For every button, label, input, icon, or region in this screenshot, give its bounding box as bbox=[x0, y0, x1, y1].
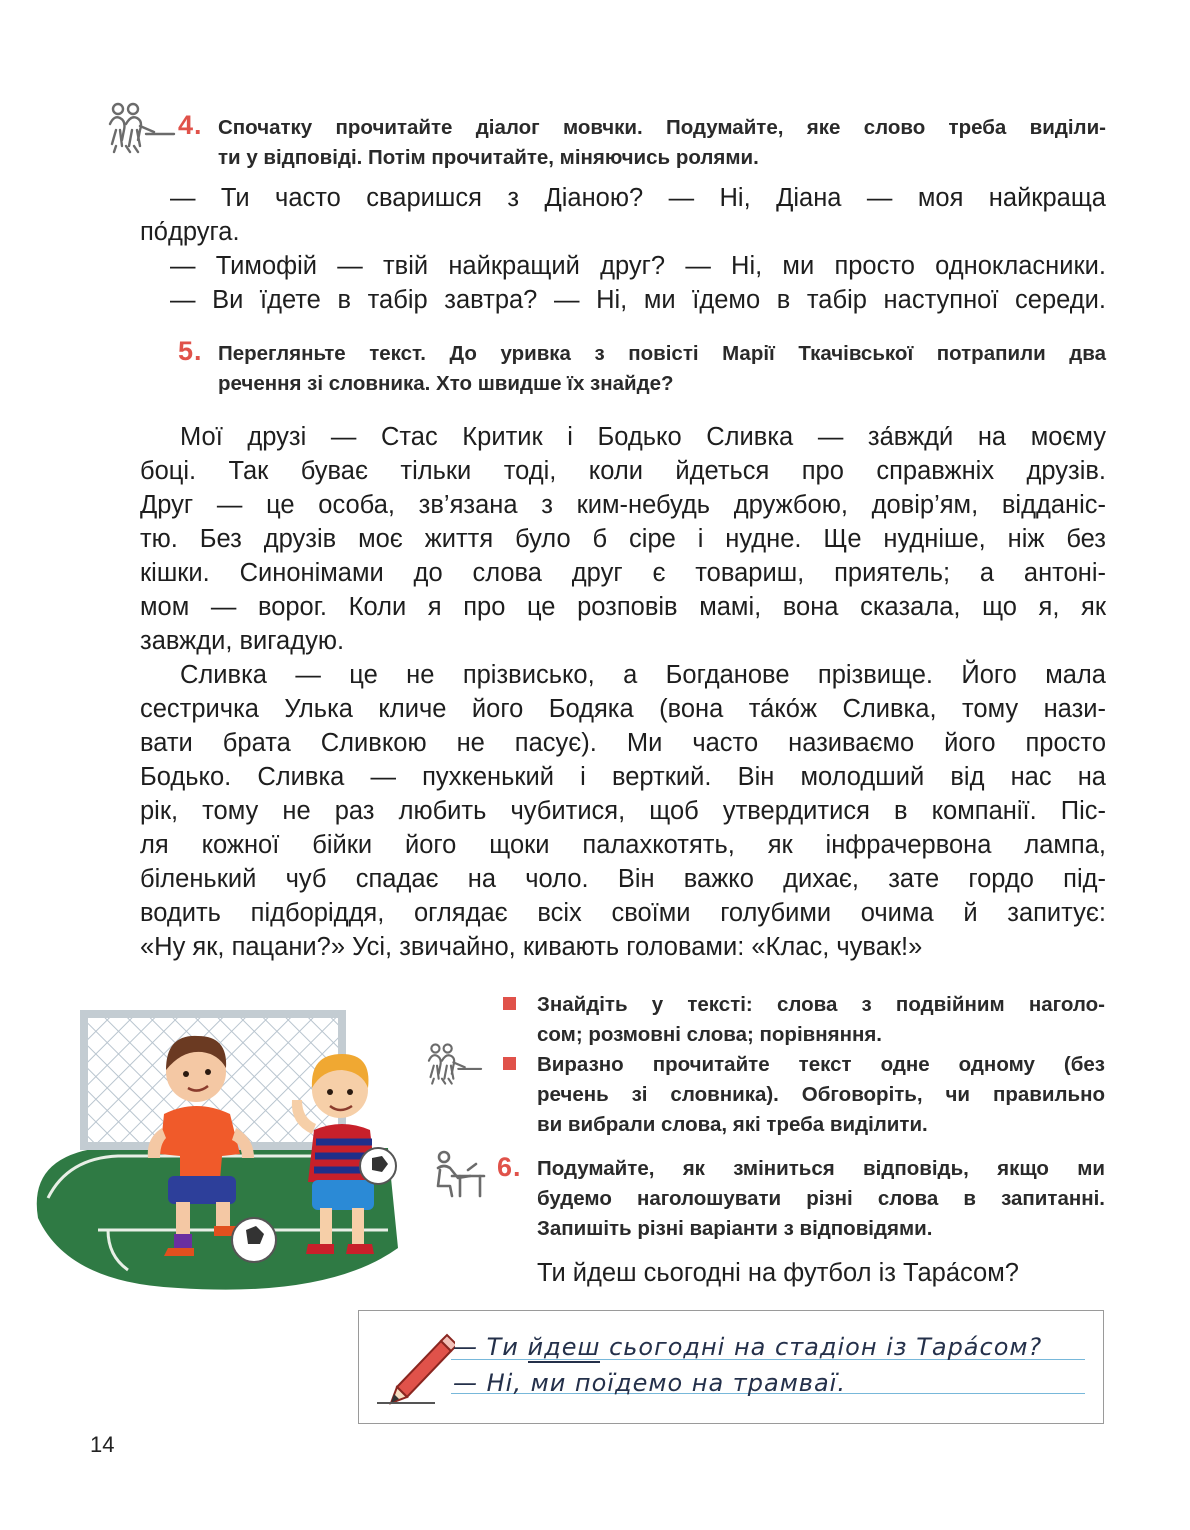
bullet-line: сом; розмовні слова; порівняння. bbox=[537, 1023, 883, 1046]
task-4-heading-line: Спочатку прочитайте діалог мовчки. Подумайте, яке слово треба виділи- bbox=[218, 116, 1106, 139]
task-5-bullet-1 bbox=[537, 990, 1105, 1050]
story-line: кішки. Синонімами до слова друг є товариш, приятель; а антоні- bbox=[140, 559, 1106, 587]
bullet-line: ви вибрали слова, які треба виділити. bbox=[537, 1113, 928, 1136]
task-5-number: 5. bbox=[178, 336, 203, 366]
story-line: тю. Без друзів моє життя було б сіре і нудне. Ще нудніше, ніж без bbox=[140, 525, 1106, 553]
football-boys-illustration bbox=[28, 1008, 420, 1298]
story-paragraph-2 bbox=[140, 658, 1106, 964]
task-4-heading bbox=[218, 113, 1106, 173]
dialogue bbox=[140, 181, 1106, 317]
pair-reading-icon bbox=[424, 1038, 486, 1090]
story-line: біленький чуб спадає на чоло. Він важко дихає, зате гордо під- bbox=[140, 865, 1106, 893]
task-4-heading-line: ти у відповіді. Потім прочитайте, міняючись ролями. bbox=[218, 146, 759, 169]
story-line: водить підборіддя, оглядає всіх своїми голубими очима й запитує: bbox=[140, 899, 1106, 927]
story-line: завжди, вигадую. bbox=[140, 627, 345, 655]
example-line-1-pre: — Ти bbox=[453, 1333, 528, 1361]
task-5-heading-line: речення зі словника. Хто швидше їх знайде? bbox=[218, 372, 674, 395]
bullet-marker bbox=[503, 997, 516, 1010]
story-line: Сливка — це не прізвисько, а Богданове прізвище. Його мала bbox=[180, 661, 1106, 689]
story-line: ля кожної бійки його щоки палахкотять, як інфрачервона лампа, bbox=[140, 831, 1106, 859]
dialogue-line: по́друга. bbox=[140, 218, 240, 246]
story-line: сестричка Улька кличе його Бодяка (вона та́ко́ж Сливка, тому нази- bbox=[140, 695, 1106, 723]
story-line: боці. Так буває тільки тоді, коли йдеться про справжніх друзів. bbox=[140, 457, 1106, 485]
task-6-heading bbox=[537, 1154, 1105, 1244]
story-paragraph-1 bbox=[140, 420, 1106, 658]
story-line: Мої друзі — Стас Критик і Бодько Сливка — за́вжди́ на моєму bbox=[180, 423, 1106, 451]
page-number: 14 bbox=[90, 1432, 115, 1457]
bullet-line: Виразно прочитайте текст одне одному (без bbox=[537, 1053, 1105, 1076]
task-4-number: 4. bbox=[178, 110, 203, 140]
bullet-line: речень зі словника). Обговоріть, чи правильно bbox=[537, 1083, 1105, 1106]
dialogue-line: — Ви їдете в табір завтра? — Ні, ми їдемо в табір наступної середи. bbox=[170, 286, 1106, 314]
dialogue-line: — Ти часто сваришся з Діаною? — Ні, Діана — моя найкраща bbox=[170, 184, 1106, 212]
dialogue-line: — Тимофій — твій найкращий друг? — Ні, ми просто однокласники. bbox=[170, 252, 1106, 280]
story-line: мом — ворог. Коли я про це розповів мамі, вона сказала, що я, як bbox=[140, 593, 1106, 621]
bullet-line: Знайдіть у тексті: слова з подвійним наголо- bbox=[537, 993, 1105, 1016]
task-6-question: Ти йдеш сьогодні на футбол із Тара́сом? bbox=[537, 1259, 1019, 1287]
example-line-2: — Ні, ми поїдемо на трамваї. bbox=[453, 1369, 846, 1397]
bullet-marker bbox=[503, 1057, 516, 1070]
example-underlined-word: йдеш bbox=[527, 1333, 601, 1361]
story-line: рік, тому не раз любить чубитися, щоб утвердитися в компанії. Піс- bbox=[140, 797, 1106, 825]
task-6-heading-line: Запишіть різні варіанти з відповідями. bbox=[537, 1217, 933, 1240]
pencil-icon bbox=[375, 1331, 455, 1407]
example-line-1 bbox=[453, 1333, 1042, 1361]
story-line: вати брата Сливкою не пасує). Ми часто називаємо його просто bbox=[140, 729, 1106, 757]
story-line: Друг — це особа, зв’язана з ким-небудь дружбою, довір’ям, відданіс- bbox=[140, 491, 1106, 519]
task-5-heading-line: Перегляньте текст. До уривка з повісті Марії Ткачівської потрапили два bbox=[218, 342, 1106, 365]
pair-reading-icon bbox=[104, 100, 180, 156]
writing-example-box bbox=[358, 1310, 1104, 1424]
task-6-number: 6. bbox=[497, 1152, 522, 1182]
task-6-heading-line: Подумайте, як зміниться відповідь, якщо ми bbox=[537, 1157, 1105, 1180]
story-line: «Ну як, пацани?» Усі, звичайно, кивають головами: «Клас, чувак!» bbox=[140, 933, 923, 961]
story-line: Бодько. Сливка — пухкенький і верткий. Він молодший від нас на bbox=[140, 763, 1106, 791]
student-writing-icon bbox=[430, 1148, 486, 1198]
task-5-heading bbox=[218, 339, 1106, 399]
example-line-1-post: сьогодні на стадіон із Тара́сом? bbox=[600, 1333, 1043, 1361]
task-5-bullet-2 bbox=[537, 1050, 1105, 1140]
task-6-heading-line: будемо наголошувати різні слова в запитанні. bbox=[537, 1187, 1105, 1210]
